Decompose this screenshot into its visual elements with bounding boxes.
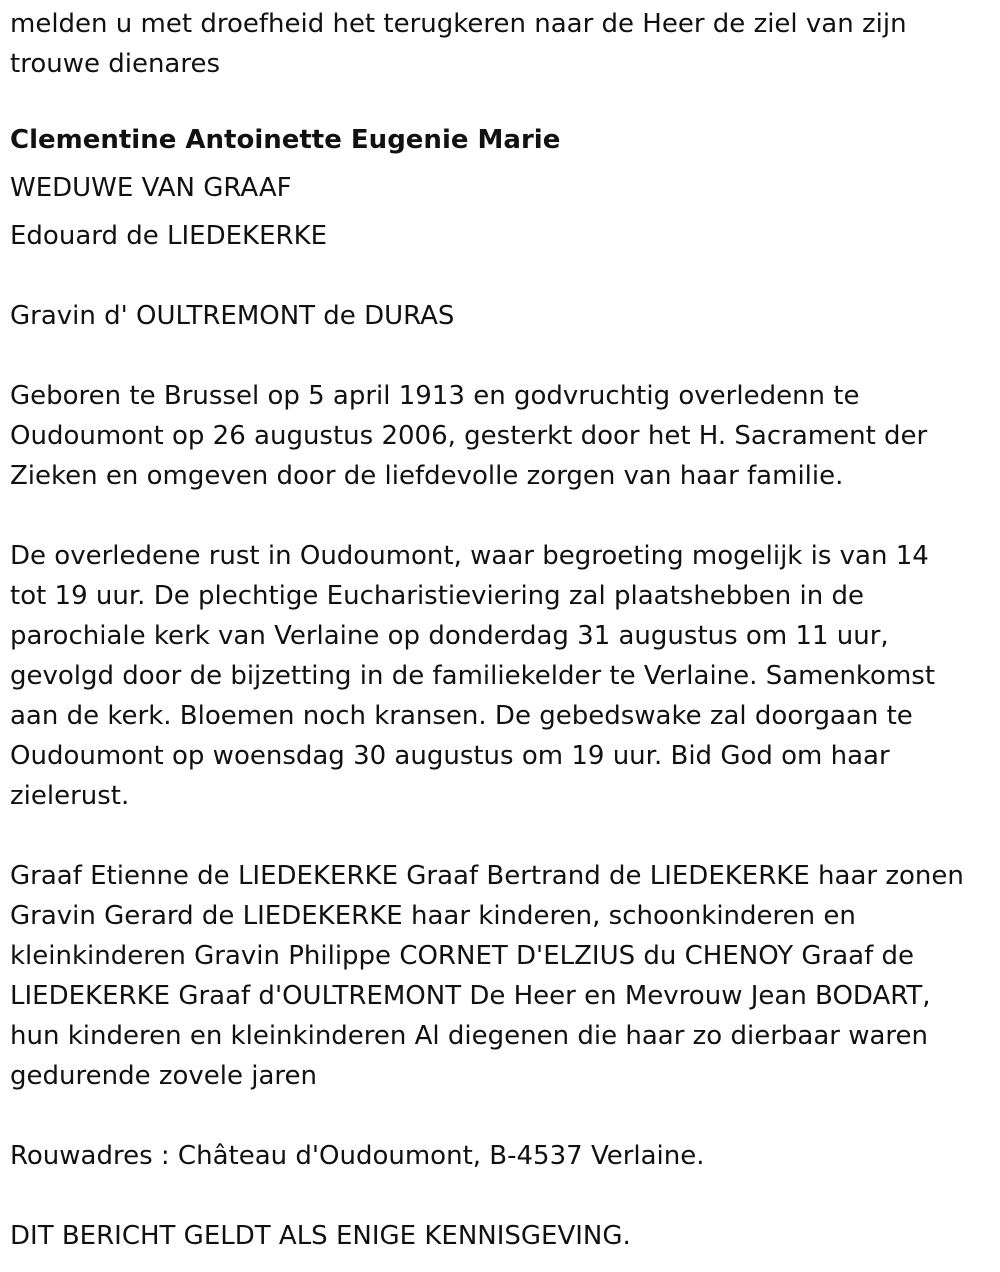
arrangements-line: Oudoumont op woensdag 30 augustus om 19 uur. Bid God om haar bbox=[10, 741, 890, 771]
birth-death-line: Geboren te Brussel op 5 april 1913 en godvruchtig overledenn te bbox=[10, 381, 860, 411]
spacer bbox=[10, 816, 1000, 856]
family-line: Graaf Etienne de LIEDEKERKE Graaf Bertrand de LIEDEKERKE haar zonen bbox=[10, 861, 964, 891]
arrangements-line: zielerust. bbox=[10, 781, 130, 811]
spacer bbox=[10, 84, 1000, 124]
intro-line-1: melden u met droefheid het terugkeren naar de Heer de ziel van zijn bbox=[10, 9, 907, 39]
deceased-title: Gravin d' OULTREMONT de DURAS bbox=[10, 301, 455, 331]
birth-death-paragraph bbox=[10, 376, 1000, 496]
spacer bbox=[10, 336, 1000, 376]
arrangements-line: De overledene rust in Oudoumont, waar begroeting mogelijk is van 14 bbox=[10, 541, 929, 571]
intro-line-2: trouwe dienares bbox=[10, 49, 221, 79]
spacer bbox=[10, 1176, 1000, 1216]
spacer bbox=[10, 256, 1000, 296]
spouse-name: Edouard de LIEDEKERKE bbox=[10, 221, 328, 251]
spacer bbox=[10, 1096, 1000, 1136]
arrangements-line: aan de kerk. Bloemen noch kransen. De gebedswake zal doorgaan te bbox=[10, 701, 913, 731]
deceased-name: Clementine Antoinette Eugenie Marie bbox=[10, 125, 561, 155]
arrangements-paragraph bbox=[10, 536, 1000, 816]
arrangements-line: parochiale kerk van Verlaine op donderdag 31 augustus om 11 uur, bbox=[10, 621, 889, 651]
family-line: Gravin Gerard de LIEDEKERKE haar kinderen, schoonkinderen en bbox=[10, 901, 856, 931]
widow-of: WEDUWE VAN GRAAF bbox=[10, 173, 292, 203]
family-line: LIEDEKERKE Graaf d'OULTREMONT De Heer en Mevrouw Jean BODART, bbox=[10, 981, 931, 1011]
family-line: kleinkinderen Gravin Philippe CORNET D'ELZIUS du CHENOY Graaf de bbox=[10, 941, 915, 971]
family-paragraph bbox=[10, 856, 1000, 1096]
notice-text: DIT BERICHT GELDT ALS ENIGE KENNISGEVING. bbox=[10, 1221, 631, 1251]
family-line: gedurende zovele jaren bbox=[10, 1061, 318, 1091]
arrangements-line: tot 19 uur. De plechtige Eucharistieviering zal plaatshebben in de bbox=[10, 581, 865, 611]
mourning-address: Rouwadres : Château d'Oudoumont, B-4537 Verlaine. bbox=[10, 1141, 705, 1171]
arrangements-line: gevolgd door de bijzetting in de familiekelder te Verlaine. Samenkomst bbox=[10, 661, 936, 691]
birth-death-line: Zieken en omgeven door de liefdevolle zorgen van haar familie. bbox=[10, 461, 844, 491]
family-line: hun kinderen en kleinkinderen Al diegenen die haar zo dierbaar waren bbox=[10, 1021, 928, 1051]
spacer bbox=[10, 496, 1000, 536]
intro-text bbox=[10, 4, 1000, 84]
birth-death-line: Oudoumont op 26 augustus 2006, gesterkt door het H. Sacrament der bbox=[10, 421, 928, 451]
